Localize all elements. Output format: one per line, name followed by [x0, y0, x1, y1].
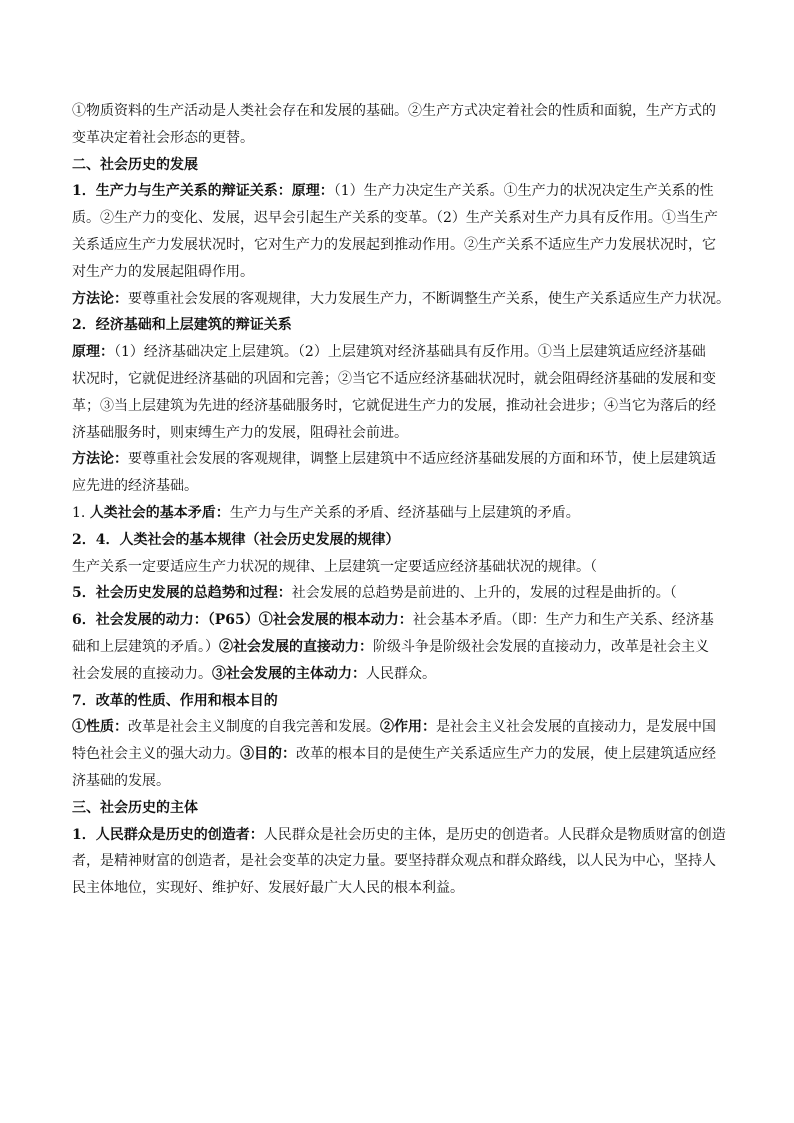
bold-text: 三、社会历史的主体	[72, 799, 198, 816]
text-line	[72, 714, 732, 741]
bold-text: 1．生产力与生产关系的辩证关系：原理：	[72, 183, 334, 200]
body-text: （1）经济基础决定上层建筑。（2）上层建筑对经济基础具有反作用。①当上层建筑适应经济基础	[114, 344, 706, 361]
bold-text: ③目的：	[240, 746, 296, 763]
body-text: 关系适应生产力发展状况时，它对生产力的发展起到推动作用。②生产关系不适应生产力发展状况时，它	[72, 236, 716, 253]
body-text: 者，是精神财富的创造者，是社会变革的决定力量。要坚持群众观点和群众路线，以人民为中心，坚持人	[72, 853, 716, 870]
body-text: 生产力与生产关系的矛盾、经济基础与上层建筑的矛盾。	[229, 504, 580, 521]
text-line	[72, 446, 732, 473]
bold-text: 6．社会发展的动力：（P65）①社会发展的根本动力：	[72, 612, 413, 629]
text-line	[72, 768, 732, 795]
text-line	[72, 500, 732, 527]
bold-text: 方法论：	[72, 290, 128, 307]
bold-text: 2．4．人类社会的基本规律（社会历史发展的规律）	[72, 531, 400, 548]
body-text: 人民群众是社会历史的主体，是历史的创造者。人民群众是物质财富的创造	[263, 826, 726, 843]
body-text: 社会基本矛盾。（即：生产力和生产关系、经济基	[412, 612, 714, 629]
text-line	[72, 152, 732, 179]
body-text: 人民群众。	[366, 665, 436, 682]
body-text: 1.	[72, 504, 90, 521]
body-text: 要尊重社会发展的客观规律，调整上层建筑中不适应经济基础发展的方面和环节，使上层建筑适	[128, 451, 716, 468]
bold-text: 原理：	[72, 344, 114, 361]
text-line	[72, 420, 732, 447]
text-line	[72, 312, 732, 339]
body-text: 济基础的发展。	[72, 772, 170, 789]
text-line	[72, 286, 732, 313]
body-text: 特色社会主义的强大动力。	[72, 746, 240, 763]
body-text: 是社会主义社会发展的直接动力，是发展中国	[436, 719, 716, 736]
text-line	[72, 339, 732, 366]
body-text: 应先进的经济基础。	[72, 478, 198, 495]
text-line	[72, 366, 732, 393]
body-text: 改革是社会主义制度的自我完善和发展。	[128, 719, 380, 736]
text-line	[72, 527, 732, 554]
body-text: 民主体地位，实现好、维护好、发展好最广大人民的根本利益。	[72, 880, 464, 897]
bold-text: 7．改革的性质、作用和根本目的	[72, 692, 278, 709]
text-line	[72, 205, 732, 232]
body-text: 生产关系一定要适应生产力状况的规律、上层建筑一定要适应经济基础状况的规律。（	[72, 558, 597, 575]
document-page	[72, 98, 732, 902]
text-line	[72, 473, 732, 500]
text-line	[72, 393, 732, 420]
bold-text: 方法论：	[72, 451, 128, 468]
text-line	[72, 98, 732, 125]
text-line	[72, 580, 732, 607]
body-text: 社会发展的直接动力。	[72, 665, 212, 682]
body-text: 对生产力的发展起阻碍作用。	[72, 263, 254, 280]
text-line	[72, 822, 732, 849]
text-line	[72, 661, 732, 688]
text-line	[72, 125, 732, 152]
bold-text: 1．人民群众是历史的创造者：	[72, 826, 264, 843]
body-text: 革；③当上层建筑为先进的经济基础服务时，它就促进生产力的发展，推动社会进步；④当它为落后的经	[72, 397, 716, 414]
text-line	[72, 848, 732, 875]
bold-text: 5．社会历史发展的总趋势和过程：	[72, 585, 292, 602]
body-text: 改革的根本目的是使生产关系适应生产力的发展，使上层建筑适应经	[296, 746, 716, 763]
text-line	[72, 554, 732, 581]
body-text: ①物质资料的生产活动是人类社会存在和发展的基础。②生产方式决定着社会的性质和面貌，生产方式的	[72, 103, 716, 119]
bold-text: 二、社会历史的发展	[72, 156, 198, 173]
body-text: 济基础服务时，则束缚生产力的发展，阻碍社会前进。	[72, 424, 408, 441]
text-line	[72, 688, 732, 715]
body-text: 要尊重社会发展的客观规律，大力发展生产力，不断调整生产关系，使生产关系适应生产力状况。	[128, 290, 730, 307]
text-line	[72, 259, 732, 286]
body-text: （1）生产力决定生产关系。①生产力的状况决定生产关系的性	[333, 183, 714, 200]
text-line	[72, 875, 732, 902]
body-text: 质。②生产力的变化、发展，迟早会引起生产关系的变革。（2）生产关系对生产力具有反作用。①当生产	[72, 210, 718, 227]
bold-text: ②作用：	[380, 719, 436, 736]
bold-text: ②社会发展的直接动力：	[219, 638, 373, 655]
text-line	[72, 741, 732, 768]
body-text: 阶级斗争是阶级社会发展的直接动力，改革是社会主义	[373, 638, 709, 655]
body-text: 状况时，它就促进经济基础的巩固和完善；②当它不适应经济基础状况时，就会阻碍经济基础的发展和变	[72, 370, 716, 387]
body-text: 础和上层建筑的矛盾。）	[72, 638, 219, 655]
bold-text: 人类社会的基本矛盾：	[89, 504, 230, 521]
bold-text: ③社会发展的主体动力：	[212, 665, 366, 682]
bold-text: 2．经济基础和上层建筑的辩证关系	[72, 317, 292, 334]
bold-text: ①性质：	[72, 719, 128, 736]
text-line	[72, 178, 732, 205]
text-line	[72, 795, 732, 822]
body-text: 社会发展的总趋势是前进的、上升的，发展的过程是曲折的。（	[291, 585, 677, 602]
text-line	[72, 232, 732, 259]
text-line	[72, 607, 732, 634]
text-line	[72, 634, 732, 661]
body-text: 变革决定着社会形态的更替。	[72, 129, 254, 146]
